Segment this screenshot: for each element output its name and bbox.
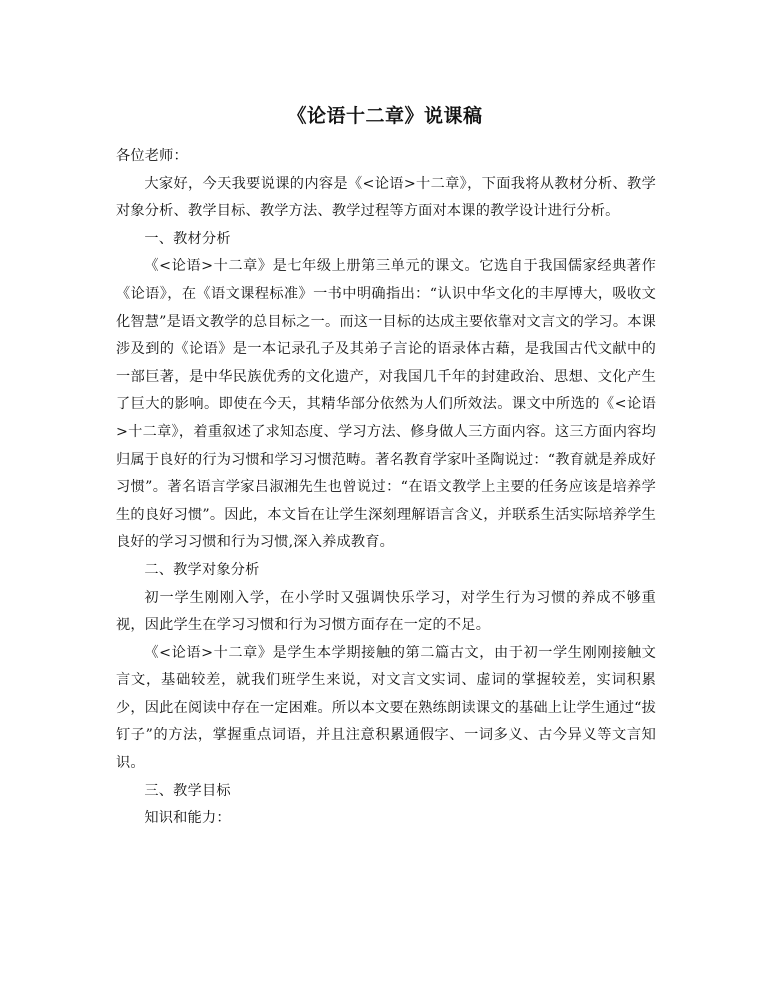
student-analysis-paragraph-1: 初一学生刚刚入学，在小学时又强调快乐学习，对学生行为习惯的养成不够重视，因此学生在学习习惯和行为习惯方面存在一定的不足。 <box>116 589 656 634</box>
intro-paragraph: 大家好，今天我要说课的内容是《<论语>十二章》，下面我将从教材分析、教学对象分析、教学目标、教学方法、教学过程等方面对本课的教学设计进行分析。 <box>116 175 656 220</box>
textbook-analysis-paragraph: 《<论语>十二章》是七年级上册第三单元的课文。它选自于我国儒家经典著作《论语》，在《语文课程标准》一书中明确指出：“认识中华文化的丰厚博大，吸收文化智慧”是语文教学的总目标之一。而这一目标的达成主要依靠对文言文的学习。本课涉及到的《论语》是一本记录孔子及其弟子言论的语录体古藉，是我国古代文献中的一部巨著，是中华民族优秀的文化遗产，对我国几千年的封建政治、思想、文化产生了巨大的影响。即使在今天，其精华部分依然为人们所效法。课文中所选的《<论语>十二章》，着重叙述了求知态度、学习方法、修身做人三方面内容。这三方面内容均归属于良好的行为习惯和学习习惯范畴。著名教育学家叶圣陶说过：“教育就是养成好习惯”。著名语言学家吕淑湘先生也曾说过：“在语文教学上主要的任务应该是培养学生的良好习惯”。因此，本文旨在让学生深刻理解语言含义，并联系生活实际培养学生良好的学习习惯和行为习惯,深入养成教育。 <box>116 258 656 551</box>
section-heading-textbook-analysis: 一、教材分析 <box>144 230 231 247</box>
section-heading-teaching-goals: 三、教学目标 <box>144 782 231 799</box>
document-body <box>116 143 656 833</box>
greeting: 各位老师： <box>116 148 188 164</box>
subheading-knowledge-ability: 知识和能力： <box>144 810 231 827</box>
student-analysis-paragraph-2: 《<论语>十二章》是学生本学期接触的第二篇古文，由于初一学生刚刚接触文言文，基础较差，就我们班学生来说，对文言文实词、虚词的掌握较差，实词积累少，因此在阅读中存在一定困难。所以本文要在熟练朗读课文的基础上让学生通过“拔钉子”的方法，掌握重点词语，并且注意积累通假字、一词多义、古今异义等文言知识。 <box>116 644 656 772</box>
document-title: 《论语十二章》说课稿 <box>287 105 483 127</box>
section-heading-student-analysis: 二、教学对象分析 <box>144 561 260 578</box>
